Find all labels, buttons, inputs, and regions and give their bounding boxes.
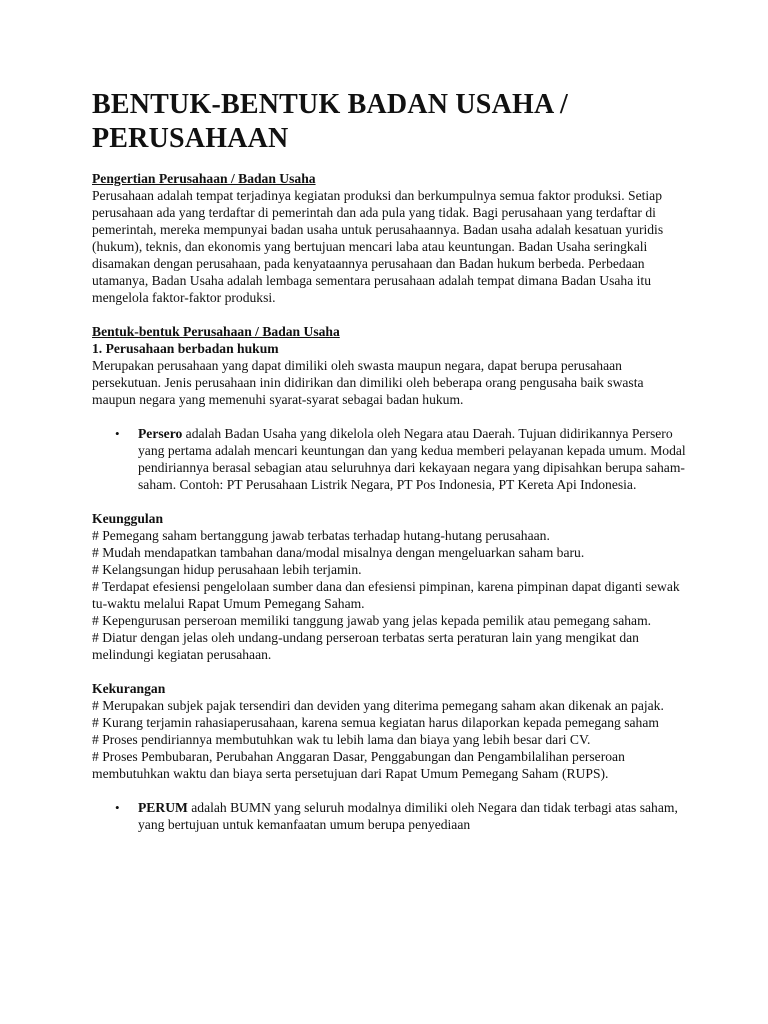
section-heading: Pengertian Perusahaan / Badan Usaha bbox=[92, 171, 316, 186]
list-item: # Diatur dengan jelas oleh undang-undang perseroan terbatas serta peraturan lain yang mengikat dan melindungi kegiatan perusahaan. bbox=[92, 630, 639, 662]
bullet-term: Persero bbox=[138, 426, 183, 441]
subsection-heading: 1. Perusahaan berbadan hukum bbox=[92, 341, 279, 356]
bullet-icon: • bbox=[115, 800, 120, 815]
list-item: # Pemegang saham bertanggung jawab terbatas terhadap hutang-hutang perusahaan. bbox=[92, 528, 550, 543]
section-definition bbox=[92, 170, 688, 306]
section-paragraph: Merupakan perusahaan yang dapat dimiliki oleh swasta maupun negara, dapat berupa perusahaan persekutuan. Jenis perusahaan inin didirikan dan dimiliki oleh beberapa orang pengusaha baik swasta maupun negara yang memenuhi syarat-syarat sebagai badan hukum. bbox=[92, 358, 644, 407]
section-heading: Keunggulan bbox=[92, 511, 164, 526]
section-heading: Bentuk-bentuk Perusahaan / Badan Usaha bbox=[92, 324, 340, 339]
section-keunggulan bbox=[92, 510, 688, 663]
bullet-icon: • bbox=[115, 426, 120, 441]
section-forms bbox=[92, 323, 688, 408]
list-item: # Proses Pembubaran, Perubahan Anggaran Dasar, Penggabungan dan Pengambilalihan perseroan membutuhkan waktu dan biaya serta persetujuan dari Rapat Umum Pemegang Saham (RUPS). bbox=[92, 749, 625, 781]
list-item: # Kurang terjamin rahasiaperusahaan, karena semua kegiatan harus dilaporkan kepada pemegang saham bbox=[92, 715, 659, 730]
list-item: # Mudah mendapatkan tambahan dana/modal misalnya dengan mengeluarkan saham baru. bbox=[92, 545, 585, 560]
section-heading: Kekurangan bbox=[92, 681, 166, 696]
list-item: # Merupakan subjek pajak tersendiri dan deviden yang diterima pemegang saham akan dikenak an pajak. bbox=[92, 698, 664, 713]
bullet-text: adalah Badan Usaha yang dikelola oleh Negara atau Daerah. Tujuan didirikannya Persero yang pertama adalah mencari keuntungan dan yang kedua memberi pelayanan kepada umum. Modal pendiriannya berasal sebagian atau seluruhnya dari kekayaan negara yang dipisahkan berupa saham-saham. Contoh: PT Perusahaan Listrik Negara, PT Pos Indonesia, PT Kereta Api Indonesia. bbox=[138, 426, 686, 492]
bullet-item-perum bbox=[115, 799, 688, 833]
page-title: BENTUK-BENTUK BADAN USAHA / PERUSAHAAN bbox=[92, 89, 569, 154]
document-page bbox=[92, 88, 688, 833]
bullet-item-persero bbox=[115, 425, 688, 493]
bullet-term: PERUM bbox=[138, 800, 188, 815]
list-item: # Kepengurusan perseroan memiliki tanggung jawab yang jelas kepada pemilik atau pemegang saham. bbox=[92, 613, 652, 628]
list-item: # Terdapat efesiensi pengelolaan sumber dana dan efesiensi pimpinan, karena pimpinan dapat diganti sewak tu-waktu melalui Rapat Umum Pemegang Saham. bbox=[92, 579, 680, 611]
list-item: # Kelangsungan hidup perusahaan lebih terjamin. bbox=[92, 562, 362, 577]
section-kekurangan bbox=[92, 680, 688, 782]
list-item: # Proses pendiriannya membutuhkan wak tu lebih lama dan biaya yang lebih besar dari CV. bbox=[92, 732, 591, 747]
bullet-text: adalah BUMN yang seluruh modalnya dimiliki oleh Negara dan tidak terbagi atas saham, yang bertujuan untuk kemanfaatan umum berupa penyediaan bbox=[138, 800, 678, 832]
section-paragraph: Perusahaan adalah tempat terjadinya kegiatan produksi dan berkumpulnya semua faktor produksi. Setiap perusahaan ada yang terdaftar di pemerintah dan ada pula yang tidak. Bagi perusahaan yang terdaftar di pemerintah, mereka mempunyai badan usaha untuk perusahaannya. Badan usaha adalah kesatuan yuridis (hukum), teknis, dan ekonomis yang bertujuan mencari laba atau keuntungan. Badan Usaha seringkali disamakan dengan perusahaan, pada kenyataannya perusahaan dan Badan hukum berbeda. Perbedaan utamanya, Badan Usaha adalah lembaga sementara perusahaan adalah tempat dimana Badan Usaha itu mengelola faktor-faktor produksi. bbox=[92, 188, 664, 305]
